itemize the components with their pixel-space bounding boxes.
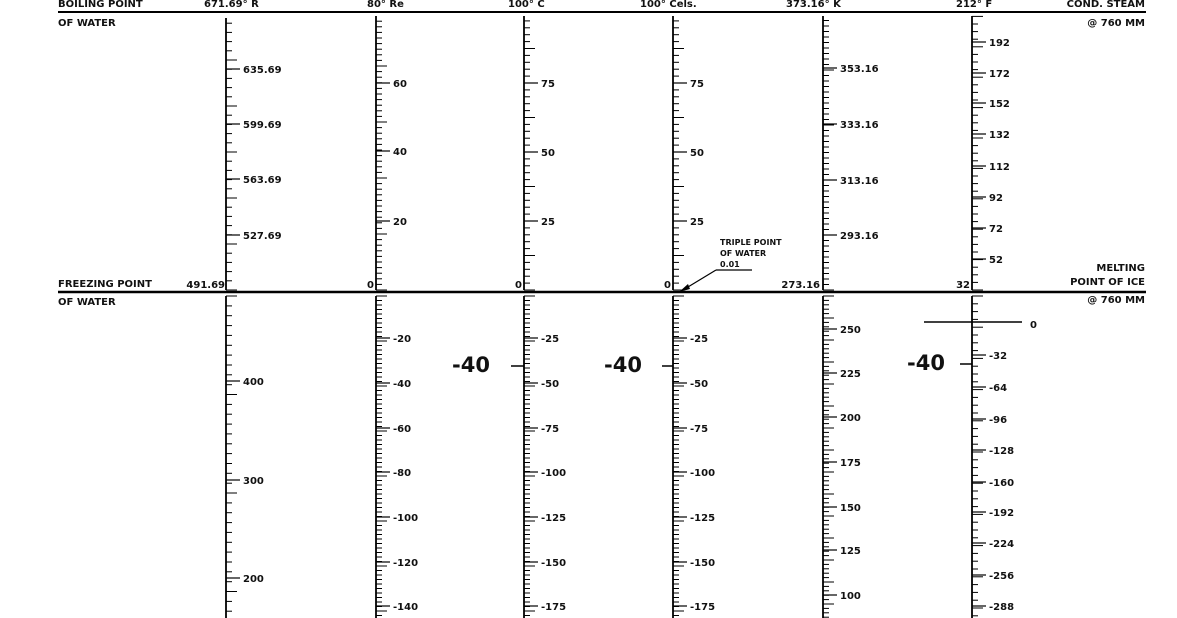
scale-celsius-lower-label: -100 xyxy=(541,468,567,479)
scale-kelvin-upper-label: 293.16 xyxy=(840,231,879,242)
scale-kelvin-upper-label: 313.16 xyxy=(840,176,879,187)
scale-celsius-lower-label: -150 xyxy=(541,558,567,569)
of-water-mid-label: OF WATER xyxy=(58,297,116,308)
scale-reaumur-upper-label: 60 xyxy=(393,79,407,90)
scale-kelvin-upper-label: 353.16 xyxy=(840,64,879,75)
at-760-top-label: @ 760 MM xyxy=(1087,18,1145,29)
scale-reaumur-lower-label: -80 xyxy=(393,468,412,479)
scale-fahrenheit-lower-label: -64 xyxy=(989,383,1008,394)
freezing-point-label: FREEZING POINT xyxy=(58,279,152,290)
reaumur-top-label: 80° Re xyxy=(367,0,404,10)
scale-celsius-lower-label: -125 xyxy=(541,513,567,524)
scale-celsius-lower-label: -175 xyxy=(541,602,567,613)
scale-fahrenheit-lower-label: -256 xyxy=(989,571,1015,582)
scale-reaumur-lower-label: -100 xyxy=(393,513,419,524)
scale-reaumur-upper-label: 40 xyxy=(393,147,407,158)
rankine-top-label: 671.69° R xyxy=(204,0,259,10)
triple-point-value: 0.01 xyxy=(720,260,740,269)
scale-rankine-lower-label: 400 xyxy=(243,377,264,388)
scale-fahrenheit-lower-label: -224 xyxy=(989,539,1015,550)
scales-group xyxy=(226,16,1037,618)
cond-steam-label: COND. STEAM xyxy=(1066,0,1145,10)
scale-kelvin-lower-label: 250 xyxy=(840,325,861,336)
scale-celsius-upper-label: 50 xyxy=(541,148,555,159)
scale-fahrenheit-lower-label: -32 xyxy=(989,351,1008,362)
at-760-mid-label: @ 760 MM xyxy=(1087,295,1145,306)
scale-fahrenheit-upper-label: 192 xyxy=(989,38,1010,49)
scale-centigrade-lower-label: -100 xyxy=(690,468,716,479)
scale-reaumur-lower-label: -40 xyxy=(393,379,412,390)
scale-rankine xyxy=(226,18,282,618)
freezing-value-rankine: 491.69 xyxy=(186,280,225,291)
of-water-top-label: OF WATER xyxy=(58,18,116,29)
freezing-value-fahrenheit: 32 xyxy=(956,280,970,291)
scale-fahrenheit-lower-label: -288 xyxy=(989,602,1015,613)
scale-rankine-upper-label: 527.69 xyxy=(243,231,282,242)
scale-fahrenheit-lower-label: 0 xyxy=(1030,320,1037,331)
scale-celsius-upper-label: 75 xyxy=(541,79,555,90)
scale-kelvin-lower-label: 100 xyxy=(840,591,861,602)
scale-kelvin-lower-label: 225 xyxy=(840,369,861,380)
freezing-values xyxy=(186,280,970,291)
scale-rankine-upper-label: 635.69 xyxy=(243,65,282,76)
scale-reaumur-lower-label: -20 xyxy=(393,334,412,345)
scale-kelvin-upper-label: 333.16 xyxy=(840,120,879,131)
scale-celsius-lower-label: -75 xyxy=(541,424,560,435)
scale-fahrenheit-upper-label: 172 xyxy=(989,69,1010,80)
scale-fahrenheit-upper-label: 52 xyxy=(989,255,1003,266)
scale-centigrade-lower-label: -50 xyxy=(690,379,709,390)
scale-fahrenheit-lower-label: -160 xyxy=(989,478,1015,489)
scale-rankine-lower-label: 300 xyxy=(243,476,264,487)
point-of-ice-label: POINT OF ICE xyxy=(1070,277,1145,288)
scale-centigrade-upper-label: 50 xyxy=(690,148,704,159)
scale-fahrenheit-upper-label: 112 xyxy=(989,162,1010,173)
freezing-value-reaumur: 0 xyxy=(367,280,374,291)
scale-kelvin-lower-label: 200 xyxy=(840,413,861,424)
freezing-value-kelvin: 273.16 xyxy=(781,280,820,291)
scale-fahrenheit xyxy=(972,16,1037,618)
triple-point-annotation xyxy=(679,238,782,292)
scale-centigrade-lower-label: -125 xyxy=(690,513,716,524)
minus40-fahrenheit-label: -40 xyxy=(907,351,945,375)
scale-celsius-lower-label: -50 xyxy=(541,379,560,390)
header-row xyxy=(58,0,1145,10)
scale-fahrenheit-upper-label: 92 xyxy=(989,193,1003,204)
scale-kelvin-lower-label: 150 xyxy=(840,503,861,514)
scale-reaumur-lower-label: -60 xyxy=(393,424,412,435)
scale-rankine-lower-label: 200 xyxy=(243,574,264,585)
triple-point-line2: OF WATER xyxy=(720,249,767,258)
scale-centigrade xyxy=(673,16,715,618)
kelvin-top-label: 373.16° K xyxy=(786,0,841,10)
freezing-value-celsius: 0 xyxy=(515,280,522,291)
centigrade-top-label: 100° Cels. xyxy=(640,0,697,10)
scale-fahrenheit-upper-label: 72 xyxy=(989,224,1003,235)
minus40-celsius-label: -40 xyxy=(452,353,490,377)
scale-reaumur-lower-label: -120 xyxy=(393,558,419,569)
scale-fahrenheit-upper-label: 152 xyxy=(989,99,1010,110)
scale-centigrade-lower-label: -175 xyxy=(690,602,716,613)
scale-celsius-lower-label: -25 xyxy=(541,334,560,345)
scale-kelvin-lower-label: 125 xyxy=(840,546,861,557)
scale-celsius-upper-label: 25 xyxy=(541,217,555,228)
scale-fahrenheit-upper-label: 132 xyxy=(989,130,1010,141)
scale-reaumur-lower-label: -140 xyxy=(393,602,419,613)
scale-kelvin xyxy=(823,16,879,618)
scale-centigrade-lower-label: -150 xyxy=(690,558,716,569)
scale-centigrade-lower-label: -75 xyxy=(690,424,709,435)
scale-fahrenheit-lower-label: -96 xyxy=(989,415,1008,426)
scale-reaumur xyxy=(376,16,418,618)
scale-rankine-upper-label: 599.69 xyxy=(243,120,282,131)
celsius-top-label: 100° C xyxy=(508,0,545,10)
minus40-centigrade-label: -40 xyxy=(604,353,642,377)
freezing-value-centigrade: 0 xyxy=(664,280,671,291)
scale-centigrade-lower-label: -25 xyxy=(690,334,709,345)
boiling-point-label: BOILING POINT xyxy=(58,0,143,10)
melting-label: MELTING xyxy=(1096,263,1145,274)
scale-centigrade-upper-label: 25 xyxy=(690,217,704,228)
scale-centigrade-upper-label: 75 xyxy=(690,79,704,90)
scale-rankine-upper-label: 563.69 xyxy=(243,175,282,186)
scale-fahrenheit-lower-label: -192 xyxy=(989,508,1015,519)
scale-celsius xyxy=(524,16,566,618)
triple-point-line1: TRIPLE POINT xyxy=(720,238,782,247)
scale-kelvin-lower-label: 175 xyxy=(840,458,861,469)
scale-reaumur-upper-label: 20 xyxy=(393,217,407,228)
fahrenheit-top-label: 212° F xyxy=(956,0,993,10)
scale-fahrenheit-lower-label: -128 xyxy=(989,446,1015,457)
